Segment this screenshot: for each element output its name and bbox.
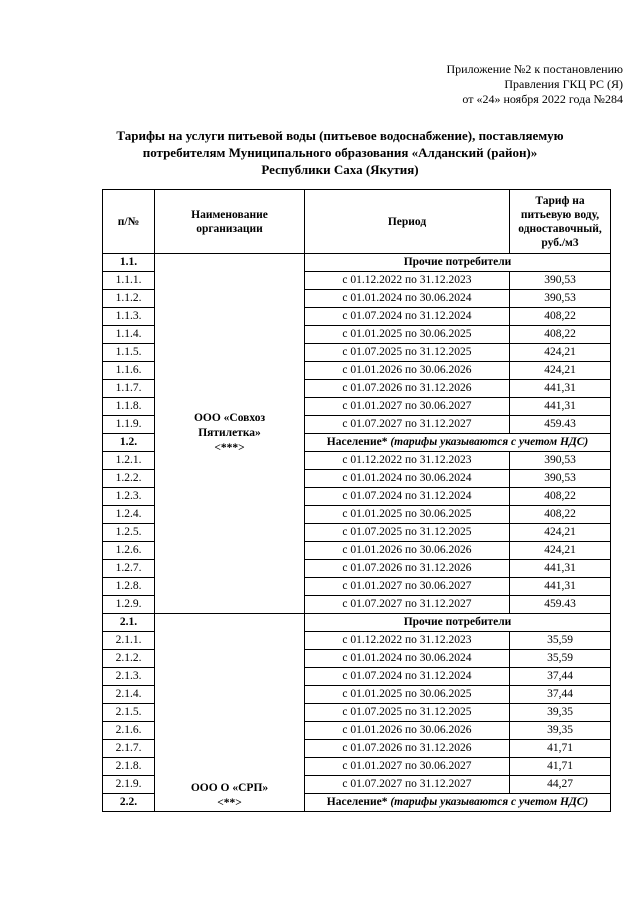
row-period: с 01.01.2026 по 30.06.2026 [305,362,510,380]
row-period: с 01.01.2026 по 30.06.2026 [305,542,510,560]
title-line-3: Республики Саха (Якутия) [261,162,419,177]
row-period: с 01.07.2027 по 31.12.2027 [305,596,510,614]
document-title [60,127,620,178]
row-tariff: 441,31 [510,380,611,398]
row-period: с 01.07.2025 по 31.12.2025 [305,524,510,542]
row-period: с 01.12.2022 по 31.12.2023 [305,452,510,470]
header-line-2: Правления ГКЦ РС (Я) [504,77,623,91]
row-num: 1.1.7. [103,380,155,398]
row-period: с 01.07.2026 по 31.12.2026 [305,560,510,578]
row-num: 1.2.2. [103,470,155,488]
row-tariff: 424,21 [510,362,611,380]
row-tariff: 459.43 [510,596,611,614]
row-num: 2.1.7. [103,740,155,758]
document-header [446,62,623,107]
section-title [305,614,611,632]
section-title-text: Население* [326,436,388,448]
table-header-row [103,190,611,254]
row-period: с 01.07.2025 по 31.12.2025 [305,704,510,722]
row-num: 1.1.2. [103,290,155,308]
section-row [103,614,611,632]
section-title [305,794,611,812]
row-tariff: 390,53 [510,272,611,290]
row-num: 2.1.8. [103,758,155,776]
org-mark: <***> [214,442,245,454]
org-cell [155,614,305,812]
section-title-text: Прочие потребители [403,616,512,628]
row-period: с 01.01.2025 по 30.06.2025 [305,326,510,344]
row-tariff: 390,53 [510,290,611,308]
row-tariff: 441,31 [510,578,611,596]
row-tariff: 39,35 [510,704,611,722]
title-line-2: потребителям Муниципального образования «Алданский (район)» [142,145,538,160]
row-num: 1.2.1. [103,452,155,470]
row-num: 1.1.9. [103,416,155,434]
section-num: 2.1. [103,614,155,632]
row-period: с 01.01.2027 по 30.06.2027 [305,398,510,416]
row-tariff: 408,22 [510,326,611,344]
row-period: с 01.01.2024 по 30.06.2024 [305,470,510,488]
row-tariff: 44,27 [510,776,611,794]
row-num: 1.1.5. [103,344,155,362]
row-num: 2.1.4. [103,686,155,704]
row-period: с 01.07.2027 по 31.12.2027 [305,416,510,434]
row-period: с 01.07.2024 по 31.12.2024 [305,308,510,326]
row-num: 1.2.6. [103,542,155,560]
row-tariff: 37,44 [510,686,611,704]
section-num: 1.1. [103,254,155,272]
row-period: с 01.01.2026 по 30.06.2026 [305,722,510,740]
section-num: 2.2. [103,794,155,812]
row-period: с 01.01.2027 по 30.06.2027 [305,578,510,596]
header-org: Наименование организации [155,190,305,254]
row-period: с 01.07.2027 по 31.12.2027 [305,776,510,794]
section-title [305,254,611,272]
row-period: с 01.07.2026 по 31.12.2026 [305,740,510,758]
row-tariff: 390,53 [510,470,611,488]
row-num: 1.1.4. [103,326,155,344]
row-num: 1.1.1. [103,272,155,290]
tariff-table [102,189,611,812]
row-num: 2.1.6. [103,722,155,740]
header-line-1: Приложение №2 к постановлению [446,62,623,76]
row-period: с 01.01.2025 по 30.06.2025 [305,506,510,524]
row-period: с 01.07.2025 по 31.12.2025 [305,344,510,362]
row-period: с 01.07.2026 по 31.12.2026 [305,380,510,398]
row-num: 1.1.8. [103,398,155,416]
header-num: п/№ [103,190,155,254]
row-num: 1.2.5. [103,524,155,542]
row-tariff: 408,22 [510,308,611,326]
row-num: 1.1.3. [103,308,155,326]
section-row [103,254,611,272]
section-num: 1.2. [103,434,155,452]
org-name-line-2: Пятилетка» [198,427,261,439]
row-tariff: 41,71 [510,758,611,776]
row-period: с 01.12.2022 по 31.12.2023 [305,272,510,290]
row-period: с 01.07.2024 по 31.12.2024 [305,668,510,686]
org-cell [155,254,305,614]
header-line-3: от «24» ноября 2022 года №284 [462,92,623,106]
row-tariff: 424,21 [510,344,611,362]
row-period: с 01.01.2024 по 30.06.2024 [305,650,510,668]
row-tariff: 441,31 [510,560,611,578]
row-num: 2.1.9. [103,776,155,794]
row-period: с 01.01.2025 по 30.06.2025 [305,686,510,704]
row-tariff: 390,53 [510,452,611,470]
row-num: 2.1.1. [103,632,155,650]
row-tariff: 35,59 [510,650,611,668]
org-name: ООО О «СРП» [190,782,269,794]
row-tariff: 408,22 [510,488,611,506]
row-tariff: 37,44 [510,668,611,686]
row-num: 1.2.7. [103,560,155,578]
org-name-line-1: ООО «Совхоз [193,412,266,424]
row-period: с 01.12.2022 по 31.12.2023 [305,632,510,650]
section-title-text: Прочие потребители [403,256,512,268]
header-tariff: Тариф на питьевую воду, одноставочный, руб./м3 [510,190,611,254]
row-period: с 01.01.2027 по 30.06.2027 [305,758,510,776]
row-tariff: 41,71 [510,740,611,758]
row-num: 1.2.9. [103,596,155,614]
row-period: с 01.01.2024 по 30.06.2024 [305,290,510,308]
section-title-note: (тарифы указываются с учетом НДС) [390,436,589,448]
row-num: 2.1.5. [103,704,155,722]
section-title-text: Население* [326,796,388,808]
row-num: 1.2.4. [103,506,155,524]
row-tariff: 459.43 [510,416,611,434]
row-tariff: 35,59 [510,632,611,650]
row-num: 1.2.8. [103,578,155,596]
row-tariff: 39,35 [510,722,611,740]
header-period: Период [305,190,510,254]
row-tariff: 408,22 [510,506,611,524]
row-tariff: 441,31 [510,398,611,416]
section-title-note: (тарифы указываются с учетом НДС) [390,796,589,808]
row-num: 1.2.3. [103,488,155,506]
row-period: с 01.07.2024 по 31.12.2024 [305,488,510,506]
title-line-1: Тарифы на услуги питьевой воды (питьевое водоснабжение), поставляемую [116,128,564,143]
row-num: 2.1.3. [103,668,155,686]
org-mark: <**> [217,797,242,809]
table-body [103,254,611,812]
row-tariff: 424,21 [510,524,611,542]
row-tariff: 424,21 [510,542,611,560]
section-title [305,434,611,452]
row-num: 1.1.6. [103,362,155,380]
row-num: 2.1.2. [103,650,155,668]
